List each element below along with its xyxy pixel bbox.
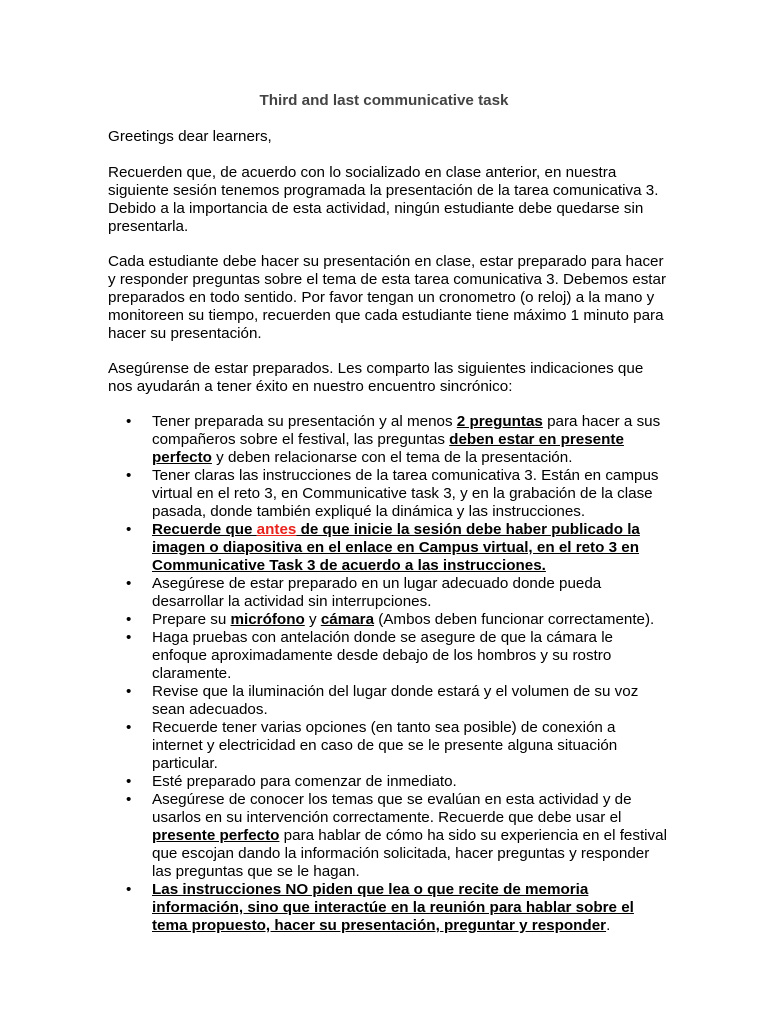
list-item-text: Recuerde que	[152, 521, 257, 538]
list-item-text: para hacer a sus compañeros sobre el festival, las preguntas	[152, 413, 661, 448]
list-item-text: Tener claras las instrucciones de la tarea comunicativa 3. Están en campus virtual en el reto 3, en Communicative task 3, y en la grabación de la clase pasada, donde también expliqué la dinámica y las instrucciones.	[152, 467, 659, 520]
list-item-text: Asegúrese de estar preparado en un lugar adecuado donde pueda desarrollar la actividad sin interrupciones.	[152, 575, 602, 610]
emphasis-camara: cámara	[320, 611, 375, 628]
list-item	[108, 683, 668, 719]
list-item-text: Prepare su	[152, 611, 231, 628]
greeting: Greetings dear learners,	[108, 128, 272, 145]
document-title: Third and last communicative task	[259, 92, 509, 109]
emphasis-antes: antes	[256, 521, 297, 538]
list-item	[108, 881, 668, 935]
list-item-text: Revise que la iluminación del lugar donde estará y el volumen de su voz sean adecuados.	[152, 683, 639, 718]
list-item	[108, 629, 668, 683]
list-item-text: Asegúrese de conocer los temas que se evalúan en esta actividad y de usarlos en su intervención correctamente. Recuerde que debe usar el	[152, 791, 632, 826]
list-item	[108, 413, 668, 467]
list-item	[108, 467, 668, 521]
list-item	[108, 719, 668, 773]
list-item-text: Las instrucciones NO piden que lea o que recite de memoria información, sino que interactúe en la reunión para hablar sobre el tema propuesto, hacer su presentación, preguntar y responder	[152, 881, 634, 934]
emphasis-presente-perfecto: presente perfecto	[152, 827, 280, 844]
list-item-text: de que inicie la sesión debe haber publicado la imagen o diapositiva en el enlace en Campus virtual, en el reto 3 en Communicative Task 3 de acuerdo a las instrucciones.	[152, 521, 640, 574]
list-item-text: Esté preparado para comenzar de inmediato.	[152, 773, 457, 790]
list-item-text: Recuerde tener varias opciones (en tanto sea posible) de conexión a internet y electricidad en caso de que se le presente alguna situación particular.	[152, 719, 618, 772]
emphasis-presente-perfecto: deben estar en presente perfecto	[152, 431, 624, 466]
list-item-text: .	[606, 917, 611, 934]
list-item-text: Haga pruebas con antelación donde se asegure de que la cámara le enfoque aproximadamente desde debajo de los hombros y su rostro claramente.	[152, 629, 614, 682]
emphasis-2-preguntas: 2 preguntas	[456, 413, 543, 430]
list-item	[108, 521, 668, 575]
instructions-list	[108, 413, 668, 935]
list-item-text: para hablar de cómo ha sido su experiencia en el festival que escojan dando la información solicitada, hacer preguntas y responder las preguntas que se le hagan.	[152, 827, 667, 880]
list-item	[108, 611, 668, 629]
list-item-text: y	[304, 611, 321, 628]
paragraph-1: Recuerden que, de acuerdo con lo socializado en clase anterior, en nuestra siguiente sesión tenemos programada la presentación de la tarea comunicativa 3. Debido a la importancia de esta actividad, ningún estudiante debe quedarse sin presentarla.	[108, 164, 659, 235]
list-item-text: Tener preparada su presentación y al menos	[152, 413, 457, 430]
emphasis-microfono: micrófono	[230, 611, 305, 628]
paragraph-2: Cada estudiante debe hacer su presentación en clase, estar preparado para hacer y responder preguntas sobre el tema de esta tarea comunicativa 3. Debemos estar preparados en todo sentido. Por favor tengan un cronometro (o reloj) a la mano y monitoreen su tiempo, recuerden que cada estudiante tiene máximo 1 minuto para hacer su presentación.	[108, 253, 667, 342]
list-item	[108, 575, 668, 611]
list-item	[108, 791, 668, 881]
paragraph-3: Asegúrense de estar preparados. Les comparto las siguientes indicaciones que nos ayudarán a tener éxito en nuestro encuentro sincrónico:	[108, 360, 644, 395]
list-item-text: y deben relacionarse con el tema de la presentación.	[211, 449, 573, 466]
list-item-text: (Ambos deben funcionar correctamente).	[374, 611, 655, 628]
list-item	[108, 773, 668, 791]
